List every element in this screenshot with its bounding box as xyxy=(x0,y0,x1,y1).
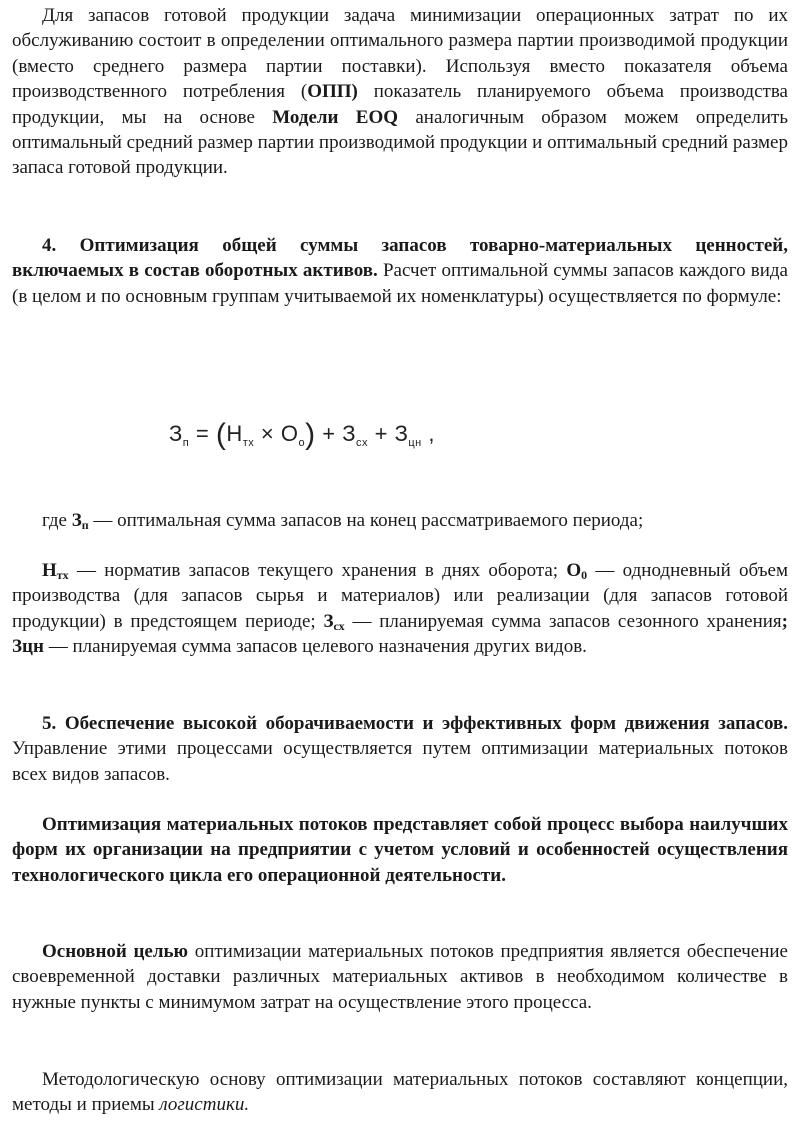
paragraph-finished-goods: Для запасов готовой продукции задача минимизации операционных затрат по их обслуживанию состоит в определении оптимального размера партии производимой продукции (вместо среднего размера партии поставки). Используя вместо показателя объема производственного потребления (ОПП) показатель планируемого объема производства продукции, мы на основе Модели EOQ аналогичным образом можем определить оптимальный средний размер партии производимой продукции и оптимальный средний размер запаса готовой продукции. xyxy=(12,5,788,179)
paragraph-main-goal: Основной целью оптимизации материальных потоков предприятия является обеспечение своевременной доставки различных материальных активов в необходимом количестве в нужные пункты с минимумом затрат на осуществление этого процесса. xyxy=(12,941,788,1013)
paragraph-section-4: 4. Оптимизация общей суммы запасов товарно-материальных ценностей, включаемых в состав оборотных активов. Расчет оптимальной суммы запасов каждого вида (в целом и по основным группам учитываемой их номенклатуры) осуществляется по формуле: xyxy=(12,235,788,307)
section-5-heading: 5. Обеспечение высокой оборачиваемости и эффективных форм движения запасов. xyxy=(42,713,788,734)
paragraph-optimization-definition: Оптимизация материальных потоков представляет собой процесс выбора наилучших форм их организации на предприятии с учетом условий и особенностей осуществления технологического цикла его операционной деятельности. xyxy=(12,814,788,886)
paragraph-where-zp: где $З_п$ — оптимальная сумма запасов на конец рассматриваемого периода; xyxy=(42,510,644,532)
section-4-heading: 4. Оптимизация общей суммы запасов товарно-материальных ценностей, включаемых в состав оборотных активов. xyxy=(12,235,788,282)
inventory-formula: $З_п = (Н_{тх} \times О_о) + З_{сх} + З_{цн}$ , xyxy=(169,418,435,451)
paragraph-section-5: 5. Обеспечение высокой оборачиваемости и эффективных форм движения запасов. Управление этими процессами осуществляется путем оптимизации материальных потоков всех видов запасов. xyxy=(12,713,788,785)
paragraph-methodology: Методологическую основу оптимизации материальных потоков составляют концепции, методы и приемы логистики. xyxy=(12,1069,788,1116)
paragraph-formula-legend: $Н_{тх}$ — норматив запасов текущего хранения в днях оборота; $О_0$ — однодневный объем производства (для запасов сырья и материалов) или реализации (для запасов готовой продукции) в предстоящем периоде; $З_{сх}$ — планируемая сумма запасов сезонного хранения; Зцн — планируемая сумма запасов целевого назначения других видов. xyxy=(12,560,788,658)
